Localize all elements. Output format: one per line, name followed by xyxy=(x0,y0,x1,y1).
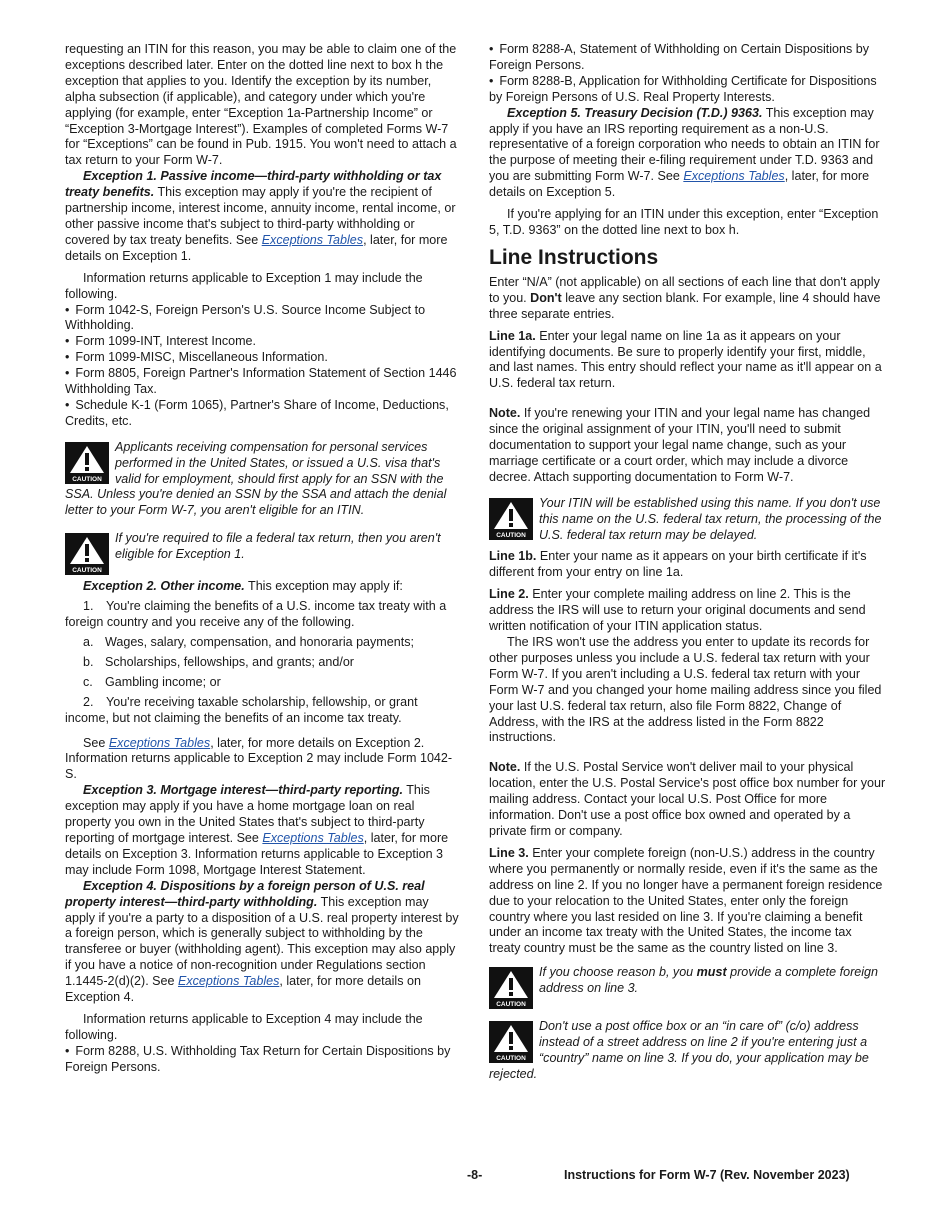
right-column xyxy=(489,42,886,1083)
list-item: 2. You're receiving taxable scholarship, fellowship, or grant income, but not claiming the benefits of an income tax treaty. xyxy=(65,694,418,725)
svg-text:CAUTION: CAUTION xyxy=(72,475,102,483)
caution-note: CAUTION If you choose reason b, you must provide a complete foreign address on line 3. xyxy=(489,965,886,1009)
line-3-paragraph: Line 3. Enter your complete foreign (non-U.S.) address in the country where you permanently or normally reside, even if it's the same as the address on line 2. If you no longer have a permanent foreign residence due to your relocation to the United States, enter only the foreign country where you last resided on line 3. If you're claiming a benefit under an income tax treaty with the United States, the income tax treaty country must be the same as the country listed on line 3. xyxy=(489,845,883,956)
exception-3-heading: Exception 3. Mortgage interest—third-party reporting. xyxy=(83,783,403,798)
caution-icon xyxy=(65,533,109,575)
line-2-label: Line 2. xyxy=(489,587,529,602)
exceptions-tables-link[interactable]: Exceptions Tables xyxy=(261,232,364,247)
line-3-label: Line 3. xyxy=(489,845,529,860)
exceptions-tables-link[interactable]: Exceptions Tables xyxy=(108,735,211,750)
exception-5-heading: Exception 5. Treasury Decision (T.D.) 9363. xyxy=(507,105,763,120)
exceptions-tables-link[interactable]: Exceptions Tables xyxy=(177,974,280,989)
line-1b-label: Line 1b. xyxy=(489,549,537,564)
caution-icon xyxy=(65,442,109,484)
line-1a-label: Line 1a. xyxy=(489,328,536,343)
caution-note: CAUTION Your ITIN will be established using this name. If you don't use this name on the U.S. federal tax return, the processing of the U.S. federal tax return may be delayed. xyxy=(489,496,886,544)
exception-5-paragraph: Exception 5. Treasury Decision (T.D.) 9363. This exception may apply if you have an IRS reporting requirement as a non-U.S. representative of a foreign corporation who needs to obtain an ITIN for the purpose of meeting their e-filing requirement under T.D. 9363 and you are submitting Form W-7. See Exceptions Tables, later, for more details on Exception 5. xyxy=(489,105,880,200)
svg-text:CAUTION: CAUTION xyxy=(496,1055,526,1063)
intro-paragraph: requesting an ITIN for this reason, you may be able to claim one of the exceptions described later. Enter on the dotted line next to box h the exception that applies to you. Identify the exception by its number, alpha subsection (if applicable), and category under which you're applying (for example, enter “Exception 1a-Partnership Income” or “Exception 3-Mortgage Interest”). Examples of completed Forms W-7 for “Exceptions” can be found in Pub. 1915. You won't need to attach a tax return to your Form W-7. xyxy=(65,42,457,168)
document-title: Instructions for Form W-7 (Rev. November 2023) xyxy=(564,1168,850,1182)
exception-2-see: See Exceptions Tables, later, for more details on Exception 2. Information returns applicable to Exception 2 may include Form 1042-S. xyxy=(65,735,453,782)
list-item: 1. You're claiming the benefits of a U.S. income tax treaty with a foreign country and you receive any of the following. xyxy=(65,599,447,630)
line-intro: Enter “N/A” (not applicable) on all sections of each line that don't apply to you. Don't leave any section blank. For example, line 4 should have three separate entries. xyxy=(489,274,881,321)
list-item: • Form 1099-INT, Interest Income. xyxy=(65,334,462,350)
exception-2-heading: Exception 2. Other income. xyxy=(83,579,245,594)
caution-note: CAUTION Applicants receiving compensation for personal services performed in the United States, or issued a U.S. visa that's valid for employment, should first apply for an SSN with the SSA. Unless you're denied an SSN by the SSA and attach the denial letter to your Form W-7, you aren't eligible for an ITIN. xyxy=(65,439,447,518)
exception-1-heading: Exception 1. Passive income—third-party withholding or tax treaty benefits. xyxy=(65,169,442,200)
svg-text:CAUTION: CAUTION xyxy=(496,531,526,539)
list-item: • Schedule K-1 (Form 1065), Partner's Share of Income, Deductions, Credits, etc. xyxy=(65,398,462,430)
exceptions-tables-link[interactable]: Exceptions Tables xyxy=(262,830,364,845)
page-number: -8- xyxy=(467,1168,483,1182)
svg-text:CAUTION: CAUTION xyxy=(72,567,102,575)
caution-note: CAUTION If you're required to file a federal tax return, then you aren't eligible for Exception 1. xyxy=(65,531,462,575)
exception-1-paragraph: Exception 1. Passive income—third-party withholding or tax treaty benefits. This exception may apply if you're the recipient of partnership income, interest income, annuity income, rental income, or other passive income that's subject to third-party withholding or covered by tax treaty benefits. See Exceptions Tables, later, for more details on Exception 1. xyxy=(65,169,456,263)
section-heading: Line Instructions xyxy=(489,245,659,269)
list-item: c. Gambling income; or xyxy=(83,674,221,689)
list-item: • Form 8288, U.S. Withholding Tax Return for Certain Dispositions by Foreign Persons. xyxy=(65,1044,462,1076)
line-2-more: The IRS won't use the address you enter to update its records for other purposes unless you include a U.S. federal tax return with your Form W-7. If you aren't including a U.S. federal tax return with your Form W-7 and you changed your home mailing address since you filed your last U.S. federal tax return, also file Form 8822, Change of Address, with the IRS at the address listed in the Form 8822 instructions. xyxy=(489,635,882,745)
list-item: a. Wages, salary, compensation, and honoraria payments; xyxy=(83,635,414,649)
note-paragraph: Note. If the U.S. Postal Service won't deliver mail to your physical location, enter the U.S. Postal Service's post office box number for your mailing address. Contact your local U.S. Post Office for more information. Don't use a post office box owned and operated by a private firm or company. xyxy=(489,760,886,838)
left-column xyxy=(65,42,462,1076)
list-item: • Form 1042-S, Foreign Person's U.S. Source Income Subject to Withholding. xyxy=(65,303,462,335)
exception-4-info: Information returns applicable to Exception 4 may include the following. xyxy=(65,1011,423,1042)
exception-5-apply: If you're applying for an ITIN under this exception, enter “Exception 5, T.D. 9363” on the dotted line next to box h. xyxy=(489,207,879,237)
line-1b-paragraph: Line 1b. Enter your name as it appears on your birth certificate if it's different from your entry on line 1a. xyxy=(489,549,867,580)
exception-4-heading: Exception 4. Dispositions by a foreign person of U.S. real property interest—third-party withholding. xyxy=(65,878,425,909)
caution-note: CAUTION Don't use a post office box or an “in care of” (c/o) address instead of a street address on line 2 if you're entering just a “country” name on line 3. If you do, your application may be rejected. xyxy=(489,1019,869,1081)
exceptions-tables-link[interactable]: Exceptions Tables xyxy=(683,169,785,184)
list-item: • Form 8805, Foreign Partner's Information Statement of Section 1446 Withholding Tax. xyxy=(65,366,462,398)
exception-2-paragraph: Exception 2. Other income. This exception may apply if: xyxy=(83,579,403,594)
caution-icon xyxy=(489,967,533,1009)
list-item: • Form 8288-A, Statement of Withholding on Certain Dispositions by Foreign Persons. xyxy=(489,42,886,74)
list-item: • Form 8288-B, Application for Withholding Certificate for Dispositions by Foreign Persons of U.S. Real Property Interests. xyxy=(489,74,886,106)
note-paragraph: Note. If you're renewing your ITIN and your legal name has changed since the original assignment of your ITIN, you'll need to submit documentation to support your legal name change, such as your marriage certificate or a court order, which may include a divorce decree. Attach supporting documentation to Form W-7. xyxy=(489,406,871,484)
line-1a-paragraph: Line 1a. Enter your legal name on line 1a as it appears on your identifying documents. Be sure to properly identify your first, middle, and last names. This entry should reflect your name as it'll appear on a U.S. federal tax return. xyxy=(489,328,882,391)
list-item: b. Scholarships, fellowships, and grants; and/or xyxy=(83,654,354,669)
line-2-paragraph: Line 2. Enter your complete mailing address on line 2. This is the address the IRS will use to return your original documents and send written notification of your ITIN application status. xyxy=(489,587,866,634)
caution-icon xyxy=(489,1021,533,1063)
caution-icon xyxy=(489,498,533,540)
exception-3-paragraph: Exception 3. Mortgage interest—third-party reporting. This exception may apply if you have a home mortgage loan on real property you own in the United States that's subject to third-party reporting of mortgage interest. See Exceptions Tables, later, for more details on Exception 3. Information returns applicable to Exception 3 may include Form 1098, Mortgage Interest Statement. xyxy=(65,783,449,877)
exception-4-paragraph: Exception 4. Dispositions by a foreign person of U.S. real property interest—third-party withholding. This exception may apply if you're a party to a disposition of a U.S. real property interest by a foreign person, which is generally subject to withholding by the transferee or buyer (withholding agent). This exception may also apply if you have a notice of non-recognition under Regulations section 1.1445-2(d)(2). See Exceptions Tables, later, for more details on Exception 4. xyxy=(65,878,459,1005)
exception-1-info: Information returns applicable to Exception 1 may include the following. xyxy=(65,270,423,301)
svg-text:CAUTION: CAUTION xyxy=(496,1001,526,1009)
list-item: • Form 1099-MISC, Miscellaneous Information. xyxy=(65,350,462,366)
